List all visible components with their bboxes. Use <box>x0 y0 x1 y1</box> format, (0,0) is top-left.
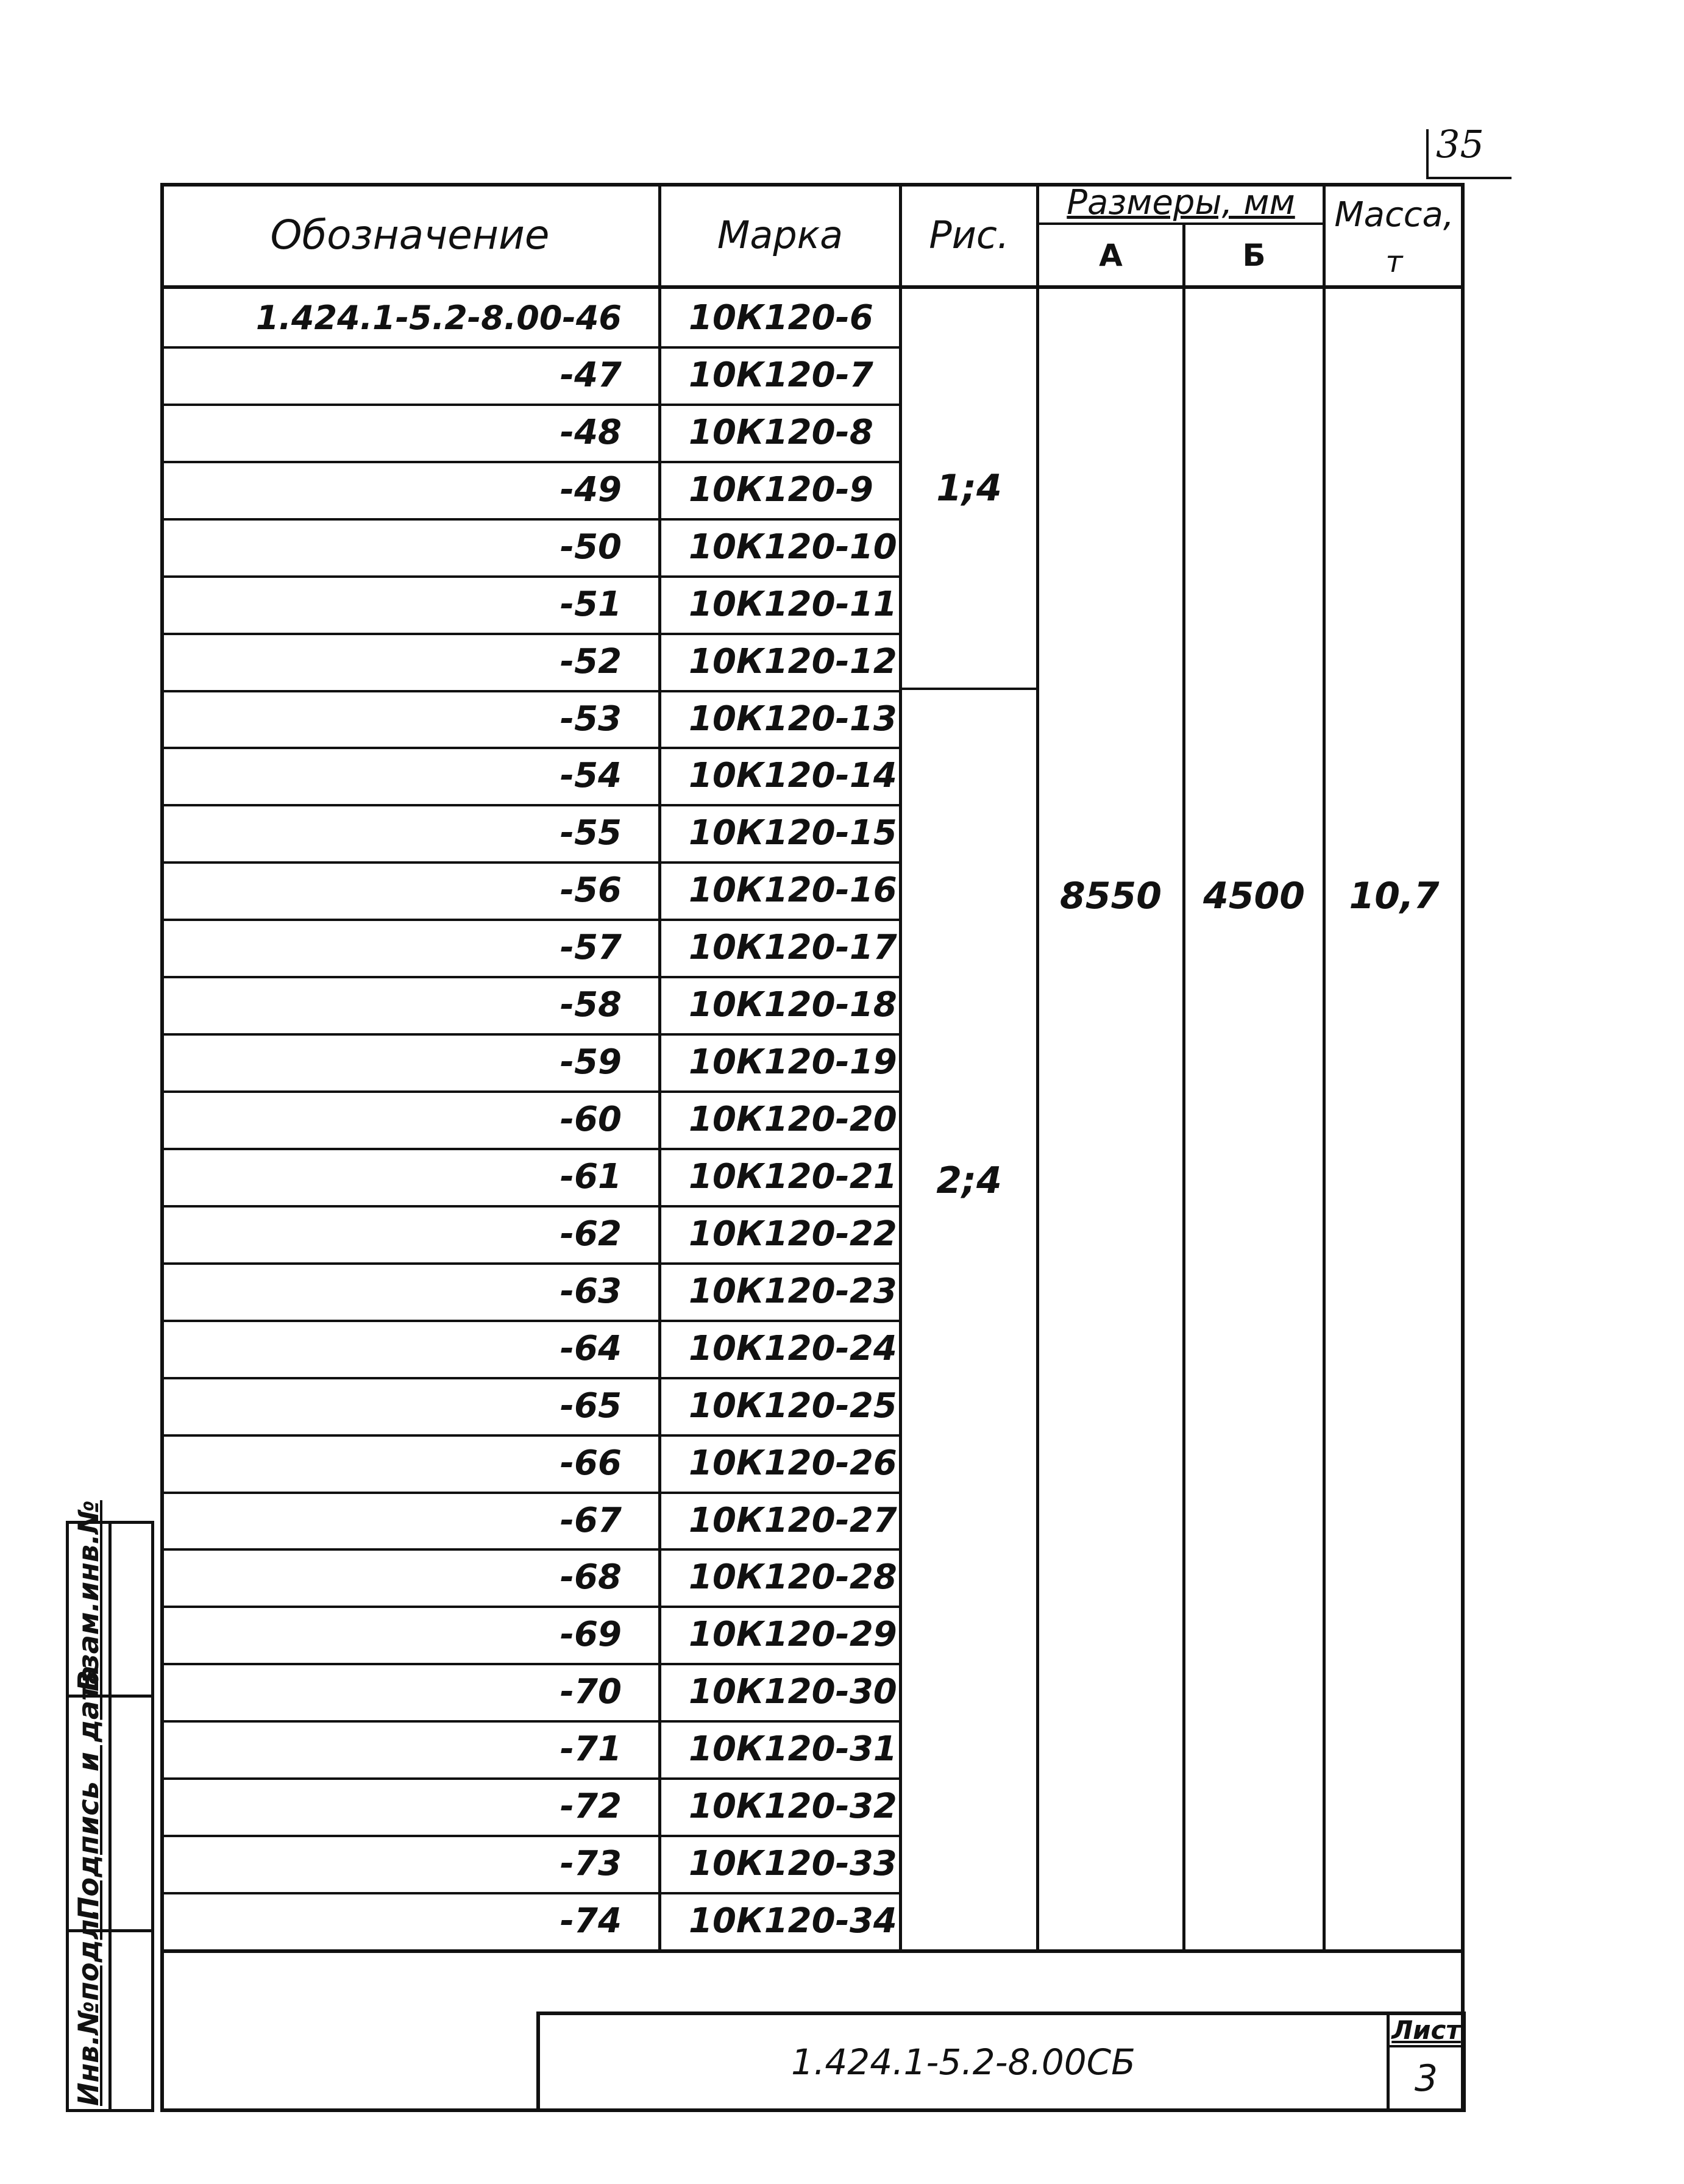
row-mark: 10К120-30 <box>689 1671 897 1712</box>
row-designation: -54 <box>560 755 622 795</box>
row-designation: -62 <box>560 1214 622 1254</box>
header-mass: Масса, <box>1334 195 1454 235</box>
row-mark: 10К120-14 <box>689 755 897 795</box>
row-mark: 10К120-7 <box>689 355 873 395</box>
dim-a-value: 8550 <box>1060 875 1162 917</box>
row-designation: -66 <box>560 1443 622 1483</box>
col-divider-figure <box>1036 183 1039 1952</box>
row-designation: -74 <box>560 1901 622 1941</box>
header-dimensions: Размеры, мм <box>1067 183 1295 222</box>
row-designation: -71 <box>560 1729 622 1769</box>
row-designation: -65 <box>560 1385 622 1426</box>
row-designation: -59 <box>560 1042 622 1082</box>
row-mark: 10К120-15 <box>689 813 897 853</box>
row-mark: 10К120-16 <box>689 870 897 910</box>
row-mark: 10К120-28 <box>689 1557 897 1597</box>
row-designation: -67 <box>560 1500 622 1540</box>
row-designation: -68 <box>560 1557 622 1597</box>
row-designation: -55 <box>560 813 622 853</box>
row-mark: 10К120-26 <box>689 1443 897 1483</box>
col-divider-dim <box>1182 222 1185 1952</box>
col-divider-designation <box>658 183 661 1952</box>
row-mark: 10К120-20 <box>689 1099 897 1139</box>
row-designation: -64 <box>560 1328 622 1368</box>
row-mark: 10К120-25 <box>689 1385 897 1426</box>
row-mark: 10К120-34 <box>689 1901 897 1941</box>
row-designation: -53 <box>560 699 622 739</box>
col-divider-mass <box>1323 183 1326 1952</box>
stamp-sign-date-label: Подпись и дата <box>72 1665 105 1920</box>
row-designation: -63 <box>560 1271 622 1311</box>
row-mark: 10К120-21 <box>689 1156 897 1197</box>
row-mark: 10К120-17 <box>689 927 897 967</box>
row-designation: 1.424.1-5.2-8.00-46 <box>255 298 622 337</box>
row-designation: -51 <box>560 584 622 624</box>
stamp-inv-sub-label: Инв.№подл. <box>72 1908 105 2106</box>
row-mark: 10К120-33 <box>689 1843 897 1883</box>
stamp-replace-inv-label: Взам.инв.№ <box>72 1500 105 1691</box>
row-designation: -57 <box>560 927 622 967</box>
row-mark: 10К120-10 <box>689 527 897 567</box>
header-designation: Обозначение <box>270 211 550 258</box>
mass-value: 10,7 <box>1349 875 1440 917</box>
table-bottom-rule <box>160 1949 1465 1953</box>
row-designation: -50 <box>560 527 622 567</box>
row-designation: -72 <box>560 1786 622 1826</box>
title-block-sheet-label: Лист <box>1391 2015 1461 2045</box>
row-mark: 10К120-24 <box>689 1328 897 1368</box>
row-mark: 10К120-23 <box>689 1271 897 1311</box>
row-mark: 10К120-9 <box>689 469 873 510</box>
row-mark: 10К120-22 <box>689 1214 897 1254</box>
row-mark: 10К120-19 <box>689 1042 897 1082</box>
row-mark: 10К120-31 <box>689 1729 897 1769</box>
page-number-underline <box>1426 177 1512 179</box>
row-mark: 10К120-13 <box>689 699 897 739</box>
row-designation: -61 <box>560 1156 622 1197</box>
row-mark: 10К120-12 <box>689 641 897 681</box>
row-designation: -47 <box>560 355 622 395</box>
dim-b-value: 4500 <box>1203 875 1305 917</box>
header-dim-b: Б <box>1242 238 1266 273</box>
header-figure: Рис. <box>929 212 1009 257</box>
header-mark: Марка <box>717 212 844 257</box>
row-designation: -48 <box>560 412 622 452</box>
row-designation: -69 <box>560 1614 622 1654</box>
row-mark: 10К120-32 <box>689 1786 897 1826</box>
title-block-sheet-value: 3 <box>1414 2057 1438 2100</box>
row-designation: -52 <box>560 641 622 681</box>
figure-group-1: 1;4 <box>936 467 1002 510</box>
row-designation: -58 <box>560 984 622 1025</box>
row-designation: -56 <box>560 870 622 910</box>
row-designation: -60 <box>560 1099 622 1139</box>
title-block-code: 1.424.1-5.2-8.00СБ <box>791 2041 1135 2083</box>
row-mark: 10К120-29 <box>689 1614 897 1654</box>
header-mass-unit: т <box>1385 245 1403 279</box>
row-mark: 10К120-27 <box>689 1500 897 1540</box>
row-mark: 10К120-11 <box>689 584 897 624</box>
dim-header-rule <box>1036 222 1323 225</box>
row-designation: -70 <box>560 1671 622 1712</box>
header-dim-a: А <box>1099 238 1123 273</box>
page-number-tick <box>1426 129 1429 178</box>
stamp-inner-rule <box>108 1521 112 2112</box>
row-mark: 10К120-6 <box>689 297 873 338</box>
row-mark: 10К120-18 <box>689 984 897 1025</box>
row-designation: -73 <box>560 1843 622 1883</box>
figure-group-2: 2;4 <box>936 1159 1002 1202</box>
row-mark: 10К120-8 <box>689 412 873 452</box>
page-number: 35 <box>1436 122 1484 166</box>
row-designation: -49 <box>560 469 622 510</box>
